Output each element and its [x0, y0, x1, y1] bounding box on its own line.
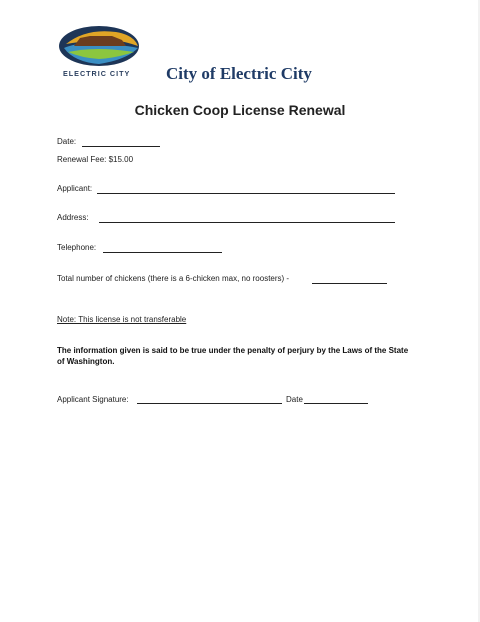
city-logo — [56, 24, 142, 72]
renewal-fee: Renewal Fee: $15.00 — [57, 155, 134, 164]
signature-field[interactable] — [137, 403, 282, 404]
logo-text: ELECTRIC CITY — [63, 69, 131, 78]
chickens-label: Total number of chickens (there is a 6-chicken max, no roosters) - — [57, 274, 290, 283]
signature-date-field[interactable] — [304, 403, 368, 404]
city-name: City of Electric City — [166, 64, 312, 83]
address-field[interactable] — [99, 222, 395, 223]
signature-date-label: Date — [286, 395, 303, 404]
applicant-field[interactable] — [97, 193, 395, 194]
transfer-note: Note: This license is not transferable — [57, 315, 187, 324]
chickens-count-field[interactable] — [312, 283, 387, 284]
date-label: Date: — [57, 137, 77, 146]
address-label: Address: — [57, 213, 89, 222]
telephone-field[interactable] — [103, 252, 222, 253]
applicant-label: Applicant: — [57, 184, 93, 193]
date-field[interactable] — [82, 146, 160, 147]
perjury-statement: The information given is said to be true under the penalty of perjury by the Laws of the State of Washington. — [57, 346, 409, 366]
telephone-label: Telephone: — [57, 243, 97, 252]
signature-label: Applicant Signature: — [57, 395, 129, 404]
form-title: Chicken Coop License Renewal — [134, 102, 346, 118]
